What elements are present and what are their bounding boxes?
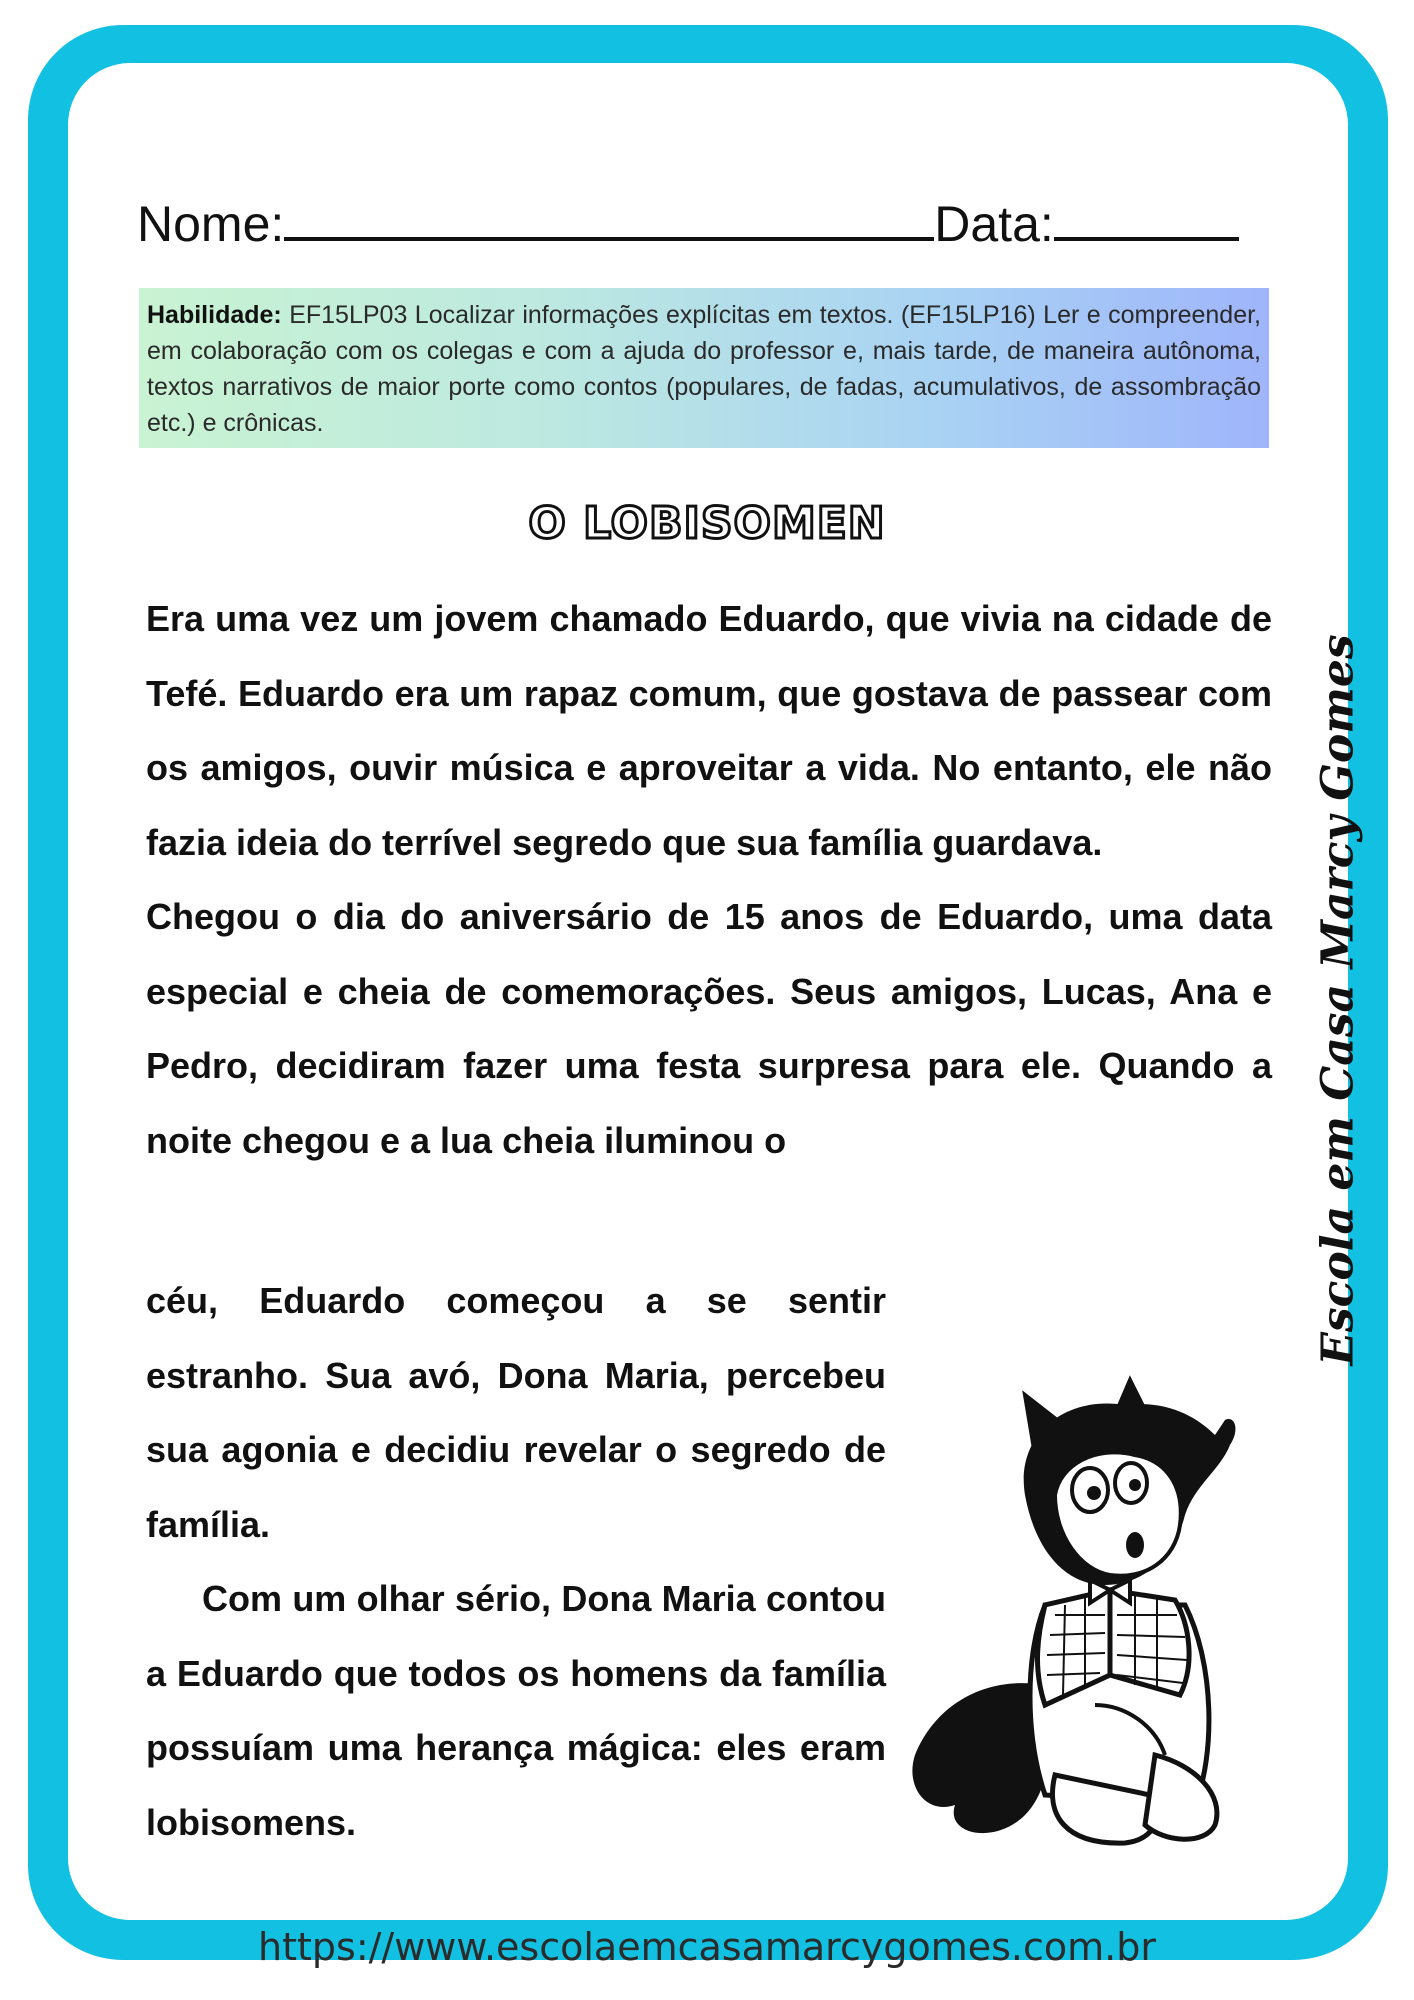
wolf-illustration — [895, 1375, 1295, 1855]
story-paragraph-2-continued: céu, Eduardo começou a se sentir estranho. Sua avó, Dona Maria, percebeu sua agonia e decidiu revelar o segredo de família. — [146, 1280, 886, 1545]
story-paragraph-2: Chegou o dia do aniversário de 15 anos de Eduardo, uma data especial e cheia de comemorações. Seus amigos, Lucas, Ana e Pedro, decidiram fazer uma festa surpresa para ele. Quando a noite chegou e a lua cheia iluminou o — [146, 896, 1272, 1161]
skill-box — [139, 288, 1269, 448]
name-label: Nome: — [137, 196, 285, 252]
footer-url[interactable]: https://www.escolaemcasamarcygomes.com.br — [258, 1925, 1156, 1969]
name-blank-line[interactable] — [284, 199, 934, 241]
header-fields — [137, 195, 1237, 253]
skill-label: Habilidade: — [147, 301, 282, 329]
side-school-label: Escola em Casa Marcy Gomes — [1312, 634, 1364, 1366]
story-paragraph-1: Era uma vez um jovem chamado Eduardo, que vivia na cidade de Tefé. Eduardo era um rapaz comum, que gostava de passear com os amigos, ouvir música e aproveitar a vida. No entanto, ele não fazia ideia do terrível segredo que sua família guardava. — [146, 598, 1272, 863]
story-title: O LOBISOMEN — [528, 498, 886, 549]
story-paragraph-3: Com um olhar sério, Dona Maria contou a Eduardo que todos os homens da família possuíam uma herança mágica: eles eram lobisomens. — [146, 1578, 886, 1843]
story-body — [146, 582, 1272, 1178]
skill-text: EF15LP03 Localizar informações explícitas em textos. (EF15LP16) Ler e compreender, em colaboração com os colegas e com a ajuda do professor e, mais tarde, de maneira autônoma, textos narrativos de maior porte como contos (populares, de fadas, acumulativos, de assombração etc.) e crônicas. — [147, 301, 1261, 437]
story-column-narrow — [146, 1264, 886, 1860]
date-blank-line[interactable] — [1054, 199, 1239, 241]
date-label: Data: — [934, 196, 1054, 252]
